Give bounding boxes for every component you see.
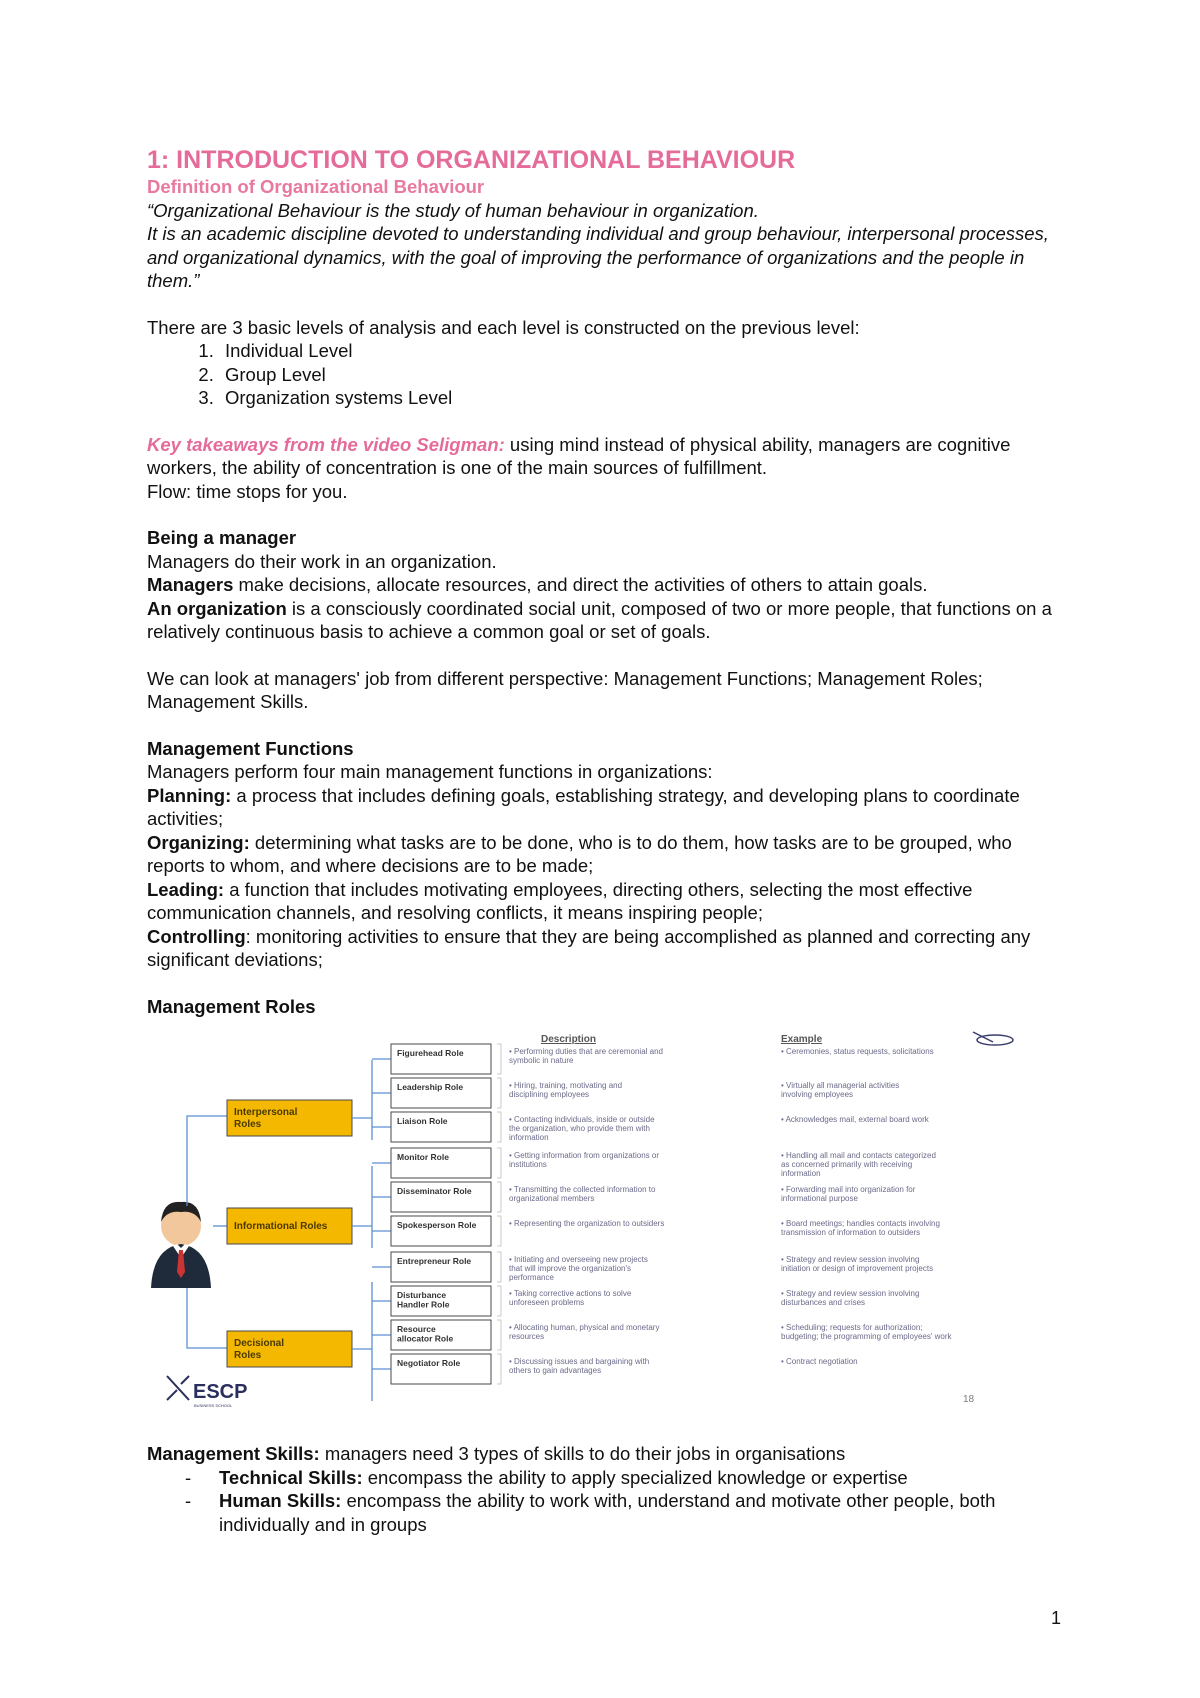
role-label: Entrepreneur Role (397, 1256, 472, 1266)
managers-definition (147, 573, 1067, 597)
escp-logo-text: ESCP (193, 1381, 248, 1403)
organization-def: is a consciously coordinated social unit, composed of two or more people, that functions on a relatively continuous basis to achieve a common goal or set of goals. (147, 597, 1052, 642)
definition-quote: “Organizational Behaviour is the study of human behaviour in organization. It is an academic discipline devoted to understanding individual and group behaviour, interpersonal processes, and organizational dynamics, with the goal of improving the performance of organizations and the people in them.” (147, 199, 1049, 291)
decisional-roles-label-2: Roles (234, 1350, 262, 1361)
functions-intro: Managers perform four main management functions in organizations: (147, 761, 713, 782)
slide-number: 18 (963, 1394, 975, 1405)
managers-def: make decisions, allocate resources, and direct the activities of others to attain goals. (233, 574, 928, 595)
definition-heading: Definition of Organizational Behaviour (147, 176, 485, 197)
document-page (147, 145, 1067, 1536)
role-description: • Taking corrective actions to solve unforeseen problems (509, 1289, 632, 1307)
decisional-roles-box (227, 1331, 352, 1367)
row-separator (497, 1044, 501, 1074)
organizing-item (147, 831, 1067, 878)
leading-def: a function that includes motivating employees, directing others, selecting the most effective communication channels, and resolving conflicts, it means inspiring people; (147, 878, 973, 923)
levels-intro: There are 3 basic levels of analysis and each level is constructed on the previous level: (147, 316, 860, 338)
escp-logo-sub: BUSINESS SCHOOL (194, 1403, 233, 1408)
human-def: encompass the ability to work with, understand and motivate other people, both individually and in groups (219, 1490, 996, 1535)
organizing-term: Organizing: (147, 831, 250, 853)
role-description: • Getting information from organizations or institutions (509, 1151, 659, 1169)
role-description: • Contacting individuals, inside or outside the organization, who provide them with information (509, 1115, 655, 1142)
interpersonal-roles-box (227, 1100, 352, 1136)
flow-line: Flow: time stops for you. (147, 480, 348, 502)
planning-def: a process that includes defining goals, establishing strategy, and developing plans to coordinate activities; (147, 784, 1020, 829)
list-item (185, 1466, 1067, 1490)
role-row (372, 1354, 858, 1384)
controlling-item (147, 925, 1067, 972)
roles-heading: Management Roles (147, 995, 316, 1017)
role-row (372, 1112, 930, 1142)
page-title: 1: INTRODUCTION TO ORGANIZATIONAL BEHAVIOUR (147, 146, 796, 174)
row-separator (497, 1148, 501, 1178)
technical-term: Technical Skills: (219, 1466, 363, 1488)
logo-mark-icon (973, 1032, 1013, 1045)
interpersonal-roles-label: Interpersonal (234, 1107, 298, 1118)
role-label: Liaison Role (397, 1116, 448, 1126)
levels-list (147, 339, 1067, 410)
organizing-def: determining what tasks are to be done, who is to do them, how tasks are to be grouped, who reports to whom, and where decisions are to be made; (147, 831, 1012, 876)
row-separator (497, 1216, 501, 1246)
row-separator (497, 1112, 501, 1142)
role-label: Figurehead Role (397, 1048, 464, 1058)
page-number: 1 (1051, 1608, 1062, 1628)
role-example: • Contract negotiation (781, 1357, 858, 1366)
manager-line: Managers do their work in an organization. (147, 550, 497, 572)
escp-logo (167, 1376, 247, 1408)
role-rows (372, 1044, 953, 1384)
role-label: Resource allocator Role (397, 1324, 454, 1344)
controlling-def: : monitoring activities to ensure that they are being accomplished as planned and correcting any significant deviations; (147, 925, 1031, 970)
skills-list (147, 1466, 1067, 1537)
skills-term: Management Skills: (147, 1443, 320, 1464)
planning-term: Planning: (147, 784, 232, 806)
role-label: Negotiator Role (397, 1358, 461, 1368)
list-item: 1. Individual Level (219, 339, 1067, 363)
skills-intro: managers need 3 types of skills to do their jobs in organisations (319, 1443, 846, 1464)
role-row (372, 1078, 899, 1108)
role-description: • Initiating and overseeing new projects that will improve the organization's performance (509, 1255, 648, 1282)
management-roles-figure (147, 1026, 1033, 1426)
role-description: • Discussing issues and bargaining with others to gain advantages (509, 1357, 650, 1375)
list-item: 2. Group Level (219, 363, 1067, 387)
role-example: • Board meetings; handles contacts involving transmission of information to outsiders (781, 1219, 940, 1237)
description-header: Description (541, 1034, 597, 1045)
row-separator (497, 1078, 501, 1108)
role-row (372, 1216, 940, 1246)
role-example: • Virtually all managerial activities involving employees (781, 1081, 900, 1099)
role-example: • Ceremonies, status requests, solicitations (781, 1047, 934, 1056)
role-example: • Handling all mail and contacts categorized as concerned primarily with receiving information (781, 1151, 936, 1178)
list-item (185, 1489, 1067, 1536)
role-description: • Transmitting the collected information to organizational members (509, 1185, 656, 1203)
technical-def: encompass the ability to apply specialized knowledge or expertise (362, 1466, 908, 1488)
controlling-term: Controlling (147, 925, 246, 947)
row-separator (497, 1182, 501, 1212)
role-label: Disseminator Role (397, 1186, 472, 1196)
takeaways-label: Key takeaways from the video Seligman: (147, 433, 505, 455)
role-row (372, 1252, 933, 1282)
role-row (372, 1182, 916, 1212)
manager-heading: Being a manager (147, 527, 297, 548)
role-row (372, 1320, 953, 1350)
role-label: Disturbance Handler Role (397, 1290, 450, 1310)
role-example: • Strategy and review session involving disturbances and crises (781, 1289, 920, 1307)
skills-paragraph (147, 1442, 1067, 1466)
role-description: • Performing duties that are ceremonial and symbolic in nature (509, 1047, 663, 1065)
managers-term: Managers (147, 574, 234, 595)
role-example: • Forwarding mail into organization for informational purpose (781, 1185, 916, 1203)
human-term: Human Skills: (219, 1490, 342, 1511)
takeaways-text: using mind instead of physical ability, managers are cognitive workers, the ability of concentration is one of the main sources of fulfillment. (147, 433, 1011, 478)
role-row (372, 1286, 919, 1316)
row-separator (497, 1286, 501, 1316)
manager-avatar-icon (151, 1202, 211, 1288)
interpersonal-roles-label-2: Roles (234, 1119, 262, 1130)
role-label: Monitor Role (397, 1152, 449, 1162)
role-description: • Representing the organization to outsiders (509, 1219, 665, 1228)
role-row (372, 1044, 934, 1074)
perspective-paragraph: We can look at managers' job from different perspective: Management Functions; Management Roles; Management Skills. (147, 667, 983, 712)
functions-heading: Management Functions (147, 737, 354, 759)
example-header: Example (781, 1034, 823, 1045)
role-example: • Scheduling; requests for authorization; budgeting; the programming of employees' work (781, 1323, 952, 1341)
planning-item (147, 784, 1067, 831)
list-item: 3. Organization systems Level (219, 386, 1067, 410)
role-label: Leadership Role (397, 1082, 464, 1092)
role-description: • Hiring, training, motivating and disciplining employees (509, 1081, 623, 1099)
leading-term: Leading: (147, 878, 225, 900)
leading-item (147, 878, 1067, 925)
organization-definition (147, 597, 1067, 644)
role-description: • Allocating human, physical and monetary resources (509, 1323, 660, 1341)
organization-term: An organization (147, 597, 287, 619)
role-row (372, 1148, 936, 1178)
informational-roles-label: Informational Roles (234, 1221, 328, 1232)
decisional-roles-label: Decisional (234, 1338, 285, 1349)
row-separator (497, 1354, 501, 1384)
role-example: • Strategy and review session involving initiation or design of improvement projects (781, 1255, 934, 1273)
takeaways-paragraph (147, 433, 1067, 480)
roles-diagram (147, 1026, 1033, 1426)
row-separator (497, 1252, 501, 1282)
role-example: • Acknowledges mail, external board work (781, 1115, 929, 1124)
role-label: Spokesperson Role (397, 1220, 477, 1230)
row-separator (497, 1320, 501, 1350)
